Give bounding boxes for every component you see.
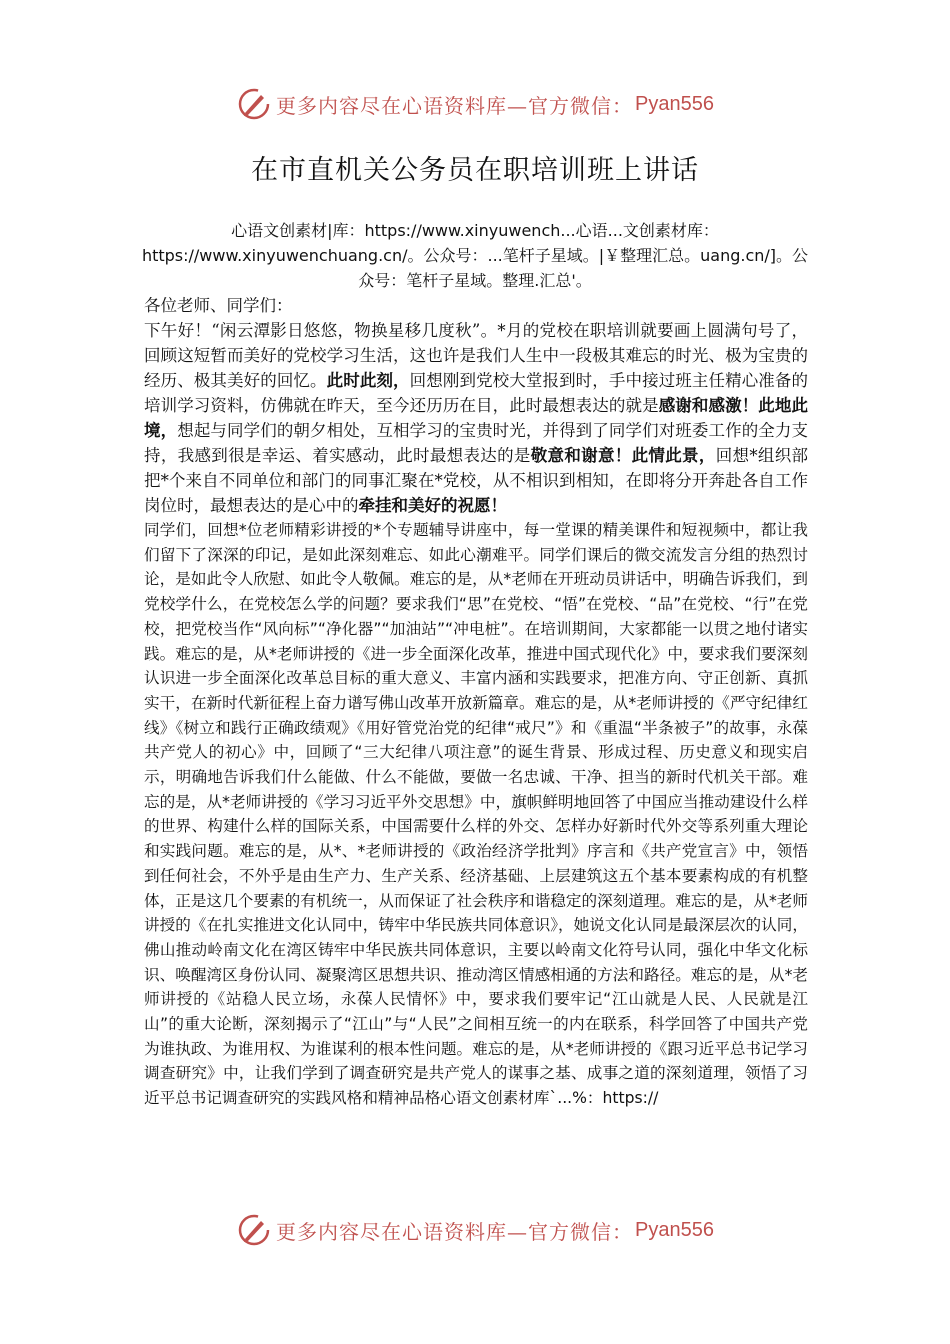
opening-text-d: 想起与同学们的朝夕相处，互相学习的宝贵时光，并得到了同学们对班委工作的全力支持，我感到很是幸运、着实感动，此时最想表达的是 (144, 421, 809, 465)
footer-banner (0, 1208, 950, 1252)
brush-logo-icon (236, 86, 272, 122)
opening-text-e: 回想*组织部把*个来自不同单位和部门的同事汇聚在*党校，从不相识到相知，在即将分开奔赴各自工作岗位时，最想表达的是心中的 (144, 446, 809, 515)
opening-bold-4: 牵挂和美好的祝愿！ (358, 496, 507, 515)
opening-bold-1: 此时此刻， (326, 371, 410, 390)
paragraph-opening (144, 318, 808, 518)
header-banner-text: 更多内容尽在心语资料库—官方微信： (276, 93, 634, 118)
salutation: 各位老师、同学们： (144, 296, 293, 315)
page-title: 在市直机关公务员在职培训班上讲话 (251, 155, 699, 186)
opening-text-c: 回想刚到党校大堂报到时，手中接过班主任精心准备的培训学习资料，仿佛就在昨天，至今还历历在目，此时最想表达的就是 (144, 371, 809, 415)
header-banner-id: Pyan556 (635, 92, 714, 115)
source-intro: 心语文创素材|库：https://www.xinyuwench...心语...文创素材库：https://www.xinyuwenchuang.cn/。公众号：...笔杆子星域。|￥整理汇总。uang.cn/]。公众号：笔杆子星域。整理.汇总'。 (141, 221, 809, 290)
opening-bold-3: 敬意和谢意！此情此景， (530, 446, 716, 465)
footer-banner-id: Pyan556 (635, 1218, 714, 1241)
opening-bold-2: 感谢和感激！此地此境， (144, 396, 809, 440)
brush-logo-icon (236, 1212, 272, 1248)
opening-text-a: 下午好！“闲云潭影日悠悠，物换星移几度秋”。*月的党校在职培训就要画上圆满句号了，回顾这短暂而美好的党校学习生活，这也许是我们人生中一段极其难忘的时光、极为宝贵的经历、极其美好的回忆。 (144, 321, 808, 390)
footer-banner-text: 更多内容尽在心语资料库—官方微信： (276, 1219, 634, 1244)
document-body (144, 293, 808, 1111)
header-banner (0, 82, 950, 126)
paragraph-memories: 同学们，回想*位老师精彩讲授的*个专题辅导讲座中，每一堂课的精美课件和短视频中，都让我们留下了深深的印记，是如此深刻难忘、如此心潮难平。同学们课后的微交流发言分组的热烈讨论，是如此令人欣慰、如此令人敬佩。难忘的是，从*老师在开班动员讲话中，明确告诉我们，到党校学什么，在党校怎么学的问题？要求我们“思”在党校、“悟”在党校、“品”在党校、“行”在党校，把党校当作“风向标”“净化器”“加油站”“冲电桩”。在培训期间，大家都能一以贯之地付诸实践。难忘的是，从*老师讲授的《进一步全面深化改革，推进中国式现代化》中，要求我们要深刻认识进一步全面深化改革总目标的重大意义、丰富内涵和实践要求，把准方向、守正创新、真抓实干，在新时代新征程上奋力谱写佛山改革开放新篇章。难忘的是，从*老师讲授的《严守纪律红线》《树立和践行正确政绩观》《用好管党治党的纪律“戒尺”》和《重温“半条被子”的故事，永葆共产党人的初心》中，回顾了“三大纪律八项注意”的诞生背景、形成过程、历史意义和现实启示，明确地告诉我们什么能做、什么不能做，要做一名忠诚、干净、担当的新时代机关干部。难忘的是，从*老师讲授的《学习习近平外交思想》中，旗帜鲜明地回答了中国应当推动建设什么样的世界、构建什么样的国际关系，中国需要什么样的外交、怎样办好新时代外交等系列重大理论和实践问题。难忘的是，从*、*老师讲授的《政治经济学批判》序言和《共产党宣言》中，领悟到任何社会，不外乎是由生产力、生产关系、经济基础、上层建筑这五个基本要素构成的有机整体，正是这几个要素的有机统一，从而保证了社会秩序和谐稳定的深刻道理。难忘的是，从*老师讲授的《在扎实推进文化认同中，铸牢中华民族共同体意识》，她说文化认同是最深层次的认同，佛山推动岭南文化在湾区铸牢中华民族共同体意识，主要以岭南文化符号认同，强化中华文化标识、唤醒湾区身份认同、凝聚湾区思想共识、推动湾区情感相通的方法和路径。难忘的是，从*老师讲授的《站稳人民立场，永葆人民情怀》中，要求我们要牢记“江山就是人民、人民就是江山”的重大论断，深刻揭示了“江山”与“人民”之间相互统一的内在联系，科学回答了中国共产党为谁执政、为谁用权、为谁谋利的根本性问题。难忘的是，从*老师讲授的《跟习近平总书记学习调查研究》中，让我们学到了调查研究是共产党人的谋事之基、成事之道的深刻道理，领悟了习近平总书记调查研究的实践风格和精神品格心语文创素材库`...%：https:// (144, 521, 808, 1108)
